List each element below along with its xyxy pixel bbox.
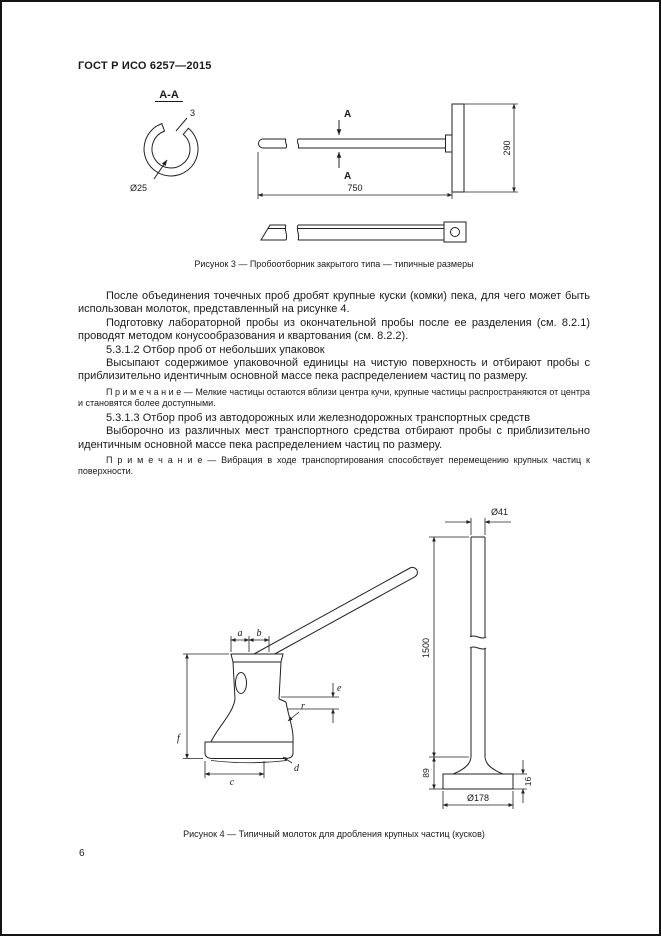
fig3-open-trough-view	[261, 222, 466, 242]
dim-r-label: r	[301, 701, 305, 712]
page-number: 6	[79, 848, 85, 859]
section-title-label: А-А	[159, 89, 179, 101]
dim-d-label: d	[294, 763, 299, 774]
hammer-handle	[254, 567, 417, 654]
fig4-pole	[443, 537, 513, 789]
body-text	[78, 290, 590, 480]
dim-e-label: e	[337, 683, 342, 694]
clamp-ring-section	[144, 124, 198, 176]
document-header: ГОСТ Р ИСО 6257—2015	[78, 60, 212, 72]
hammer-right-flare	[286, 702, 293, 742]
shaft-length-label: 1500	[421, 637, 431, 659]
fig4-hammer	[205, 567, 417, 762]
dim-c-label: c	[229, 777, 235, 788]
figure3-drawing	[114, 82, 564, 267]
paragraph-3: Высыпают содержимое упаковочной единицы на чистую поверхность и отбирают пробы с приблизительно идентичным основной массе пека распределением частиц по размеру.	[78, 357, 590, 383]
paragraph-1: После объединения точечных проб дробят крупные куски (комки) пека, для чего может быть использован молоток, представленный на рисунке 4.	[78, 290, 590, 316]
t-handle-bar	[452, 104, 464, 192]
fig4-pole-dimensions	[429, 518, 527, 809]
dim-a-label: a	[237, 628, 243, 639]
dim-b-label: b	[256, 628, 262, 639]
hammer-left-flare	[211, 699, 235, 742]
paragraph-2: Подготовку лабораторной пробы из окончательной пробы после ее разделения (см. 8.2.1) проводят методом конусообразования и квартования (см. 8.2.2).	[78, 316, 590, 343]
clause-5-3-1-3-heading: 5.3.1.3 Отбор проб из автодорожных или железнодорожных транспортных средств	[106, 411, 531, 424]
handle-height-label: 290	[502, 140, 512, 156]
plate-thickness-label: 16	[523, 776, 533, 787]
pole-base-flare	[453, 757, 503, 774]
thickness-label: 3	[190, 108, 196, 118]
pole-break-marks	[470, 636, 486, 649]
shaft-diameter-label: Ø41	[491, 507, 509, 517]
note-2: П р и м е ч а н и е — Вибрация в ходе транспортирования способствует перемещению крупных частиц к поверхности.	[78, 455, 590, 477]
section-marker-top-label: А	[344, 109, 352, 120]
rod-joint	[446, 135, 453, 152]
hammer-right-step	[279, 699, 286, 702]
pole-base-plate	[443, 774, 513, 789]
base-height-label: 89	[421, 768, 431, 778]
dim-f-label: f	[177, 733, 180, 744]
clause-5-3-1-2-heading: 5.3.1.2 Отбор проб от небольших упаковок	[106, 343, 325, 356]
thickness-leader	[176, 118, 187, 131]
fig3-dimensions	[258, 104, 518, 199]
hammer-base	[205, 742, 293, 759]
trough-handle-hole	[451, 228, 460, 237]
paragraph-4: Выборочно из различных мест транспортного средства отбирают пробы с приблизительно идентичным основной массе пека распределением частиц по размеру.	[78, 425, 590, 451]
hammer-eye-hole	[236, 673, 247, 694]
rod-length-label: 750	[347, 183, 363, 193]
ring-diameter-label: Ø25	[130, 183, 148, 193]
figure4-caption: Рисунок 4 — Типичный молоток для дробления крупных частиц (кусков)	[183, 829, 485, 839]
hammer-base-bottom-curve	[211, 761, 287, 763]
figure3-caption: Рисунок 3 — Пробоотборник закрытого типа — типичные размеры	[194, 259, 474, 269]
figure4-drawing	[167, 502, 537, 822]
base-diameter-label: Ø178	[466, 793, 490, 803]
section-marker-bottom-label: А	[344, 171, 352, 182]
hammer-top-face	[231, 654, 283, 662]
fig3-side-view	[259, 104, 465, 192]
note-1: П р и м е ч а н и е — Мелкие частицы остаются вблизи центра кучи, крупные частицы распространяются от центра и становятся более доступными.	[78, 386, 590, 408]
